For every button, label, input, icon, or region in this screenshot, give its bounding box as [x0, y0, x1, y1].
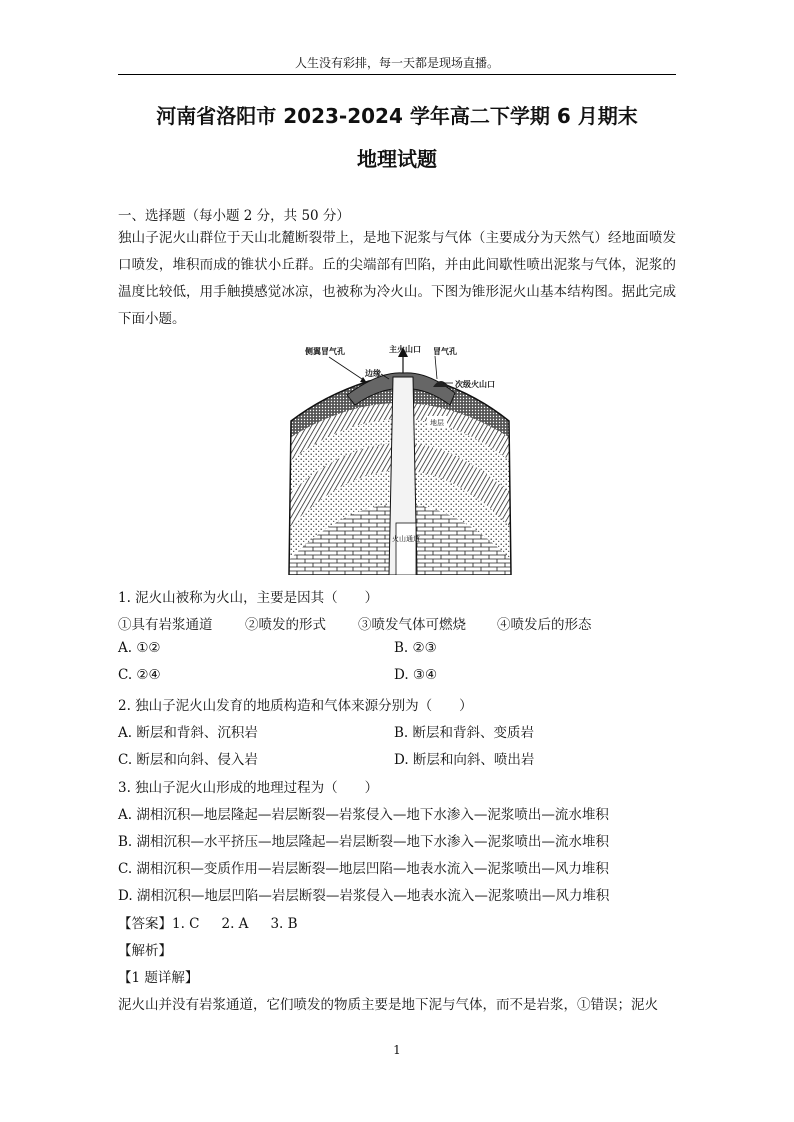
question-1-option-b[interactable]: B. ②③ [394, 640, 437, 656]
question-3-option-a[interactable]: A. 湖相沉积—地层隆起—岩层断裂—岩浆侵入—地下水渗入—泥浆喷出—流水堆积 [118, 807, 609, 823]
analysis-text: 泥火山并没有岩浆通道，它们喷发的物质主要是地下泥与气体，而不是岩浆，①错误；泥火 [118, 997, 658, 1013]
question-2-option-b[interactable]: B. 断层和背斜、变质岩 [394, 725, 535, 741]
label-main-crater: 主火山口 [389, 344, 421, 354]
question-1-statement-3: ③喷发气体可燃烧 [358, 617, 466, 633]
mud-volcano-structure-diagram [285, 343, 515, 575]
question-3-option-c[interactable]: C. 湖相沉积—变质作用—岩层断裂—地层凹陷—地表水流入—泥浆喷出—风力堆积 [118, 861, 609, 877]
answer-label: 【答案】 [118, 916, 172, 932]
page-number: 1 [393, 1043, 401, 1057]
question-3-option-d[interactable]: D. 湖相沉积—地层凹陷—岩层断裂—岩浆侵入—地表水流入—泥浆喷出—风力堆积 [118, 888, 610, 904]
question-1-stem: 1. 泥火山被称为火山，主要是因其（ ） [118, 590, 379, 606]
question-3-stem: 3. 独山子泥火山形成的地理过程为（ ） [118, 780, 379, 796]
analysis-label: 【解析】 [118, 943, 172, 959]
question-3-option-b[interactable]: B. 湖相沉积—水平挤压—地层隆起—岩层断裂—地下水渗入—泥浆喷出—流水堆积 [118, 834, 610, 850]
question-1-statement-2: ②喷发的形式 [245, 617, 326, 633]
document-title-line2: 地理试题 [357, 147, 437, 171]
answer-item: 3. B [270, 916, 298, 932]
header-rule [118, 74, 676, 75]
question-2-option-d[interactable]: D. 断层和向斜、喷出岩 [394, 752, 535, 768]
question-2-option-a[interactable]: A. 断层和背斜、沉积岩 [118, 725, 258, 741]
section-heading: 一、选择题（每小题 2 分，共 50 分） [118, 208, 350, 224]
label-layer: 地层 [430, 419, 444, 427]
label-vent: 冒气孔 [433, 346, 457, 356]
answer-line [118, 912, 320, 932]
label-secondary-crater: 次级火山口 [455, 379, 495, 389]
answer-item: 1. C [172, 916, 200, 932]
question-1-statement-1: ①具有岩浆通道 [118, 617, 213, 633]
question-1-option-a[interactable]: A. ①② [118, 640, 161, 656]
question-1-option-d[interactable]: D. ③④ [394, 667, 438, 683]
label-channel: 火山通道 [392, 535, 420, 543]
question-2-stem: 2. 独山子泥火山发育的地质构造和气体来源分别为（ ） [118, 698, 473, 714]
document-title-line1: 河南省洛阳市 2023-2024 学年高二下学期 6 月期末 [156, 104, 638, 128]
label-rim: 边缘 [365, 368, 381, 378]
analysis-detail-label: 【1 题详解】 [118, 970, 199, 986]
question-1-statement-4: ④喷发后的形态 [497, 617, 592, 633]
question-2-option-c[interactable]: C. 断层和向斜、侵入岩 [118, 752, 258, 768]
question-1-option-c[interactable]: C. ②④ [118, 667, 161, 683]
header-motto: 人生没有彩排，每一天都是现场直播。 [294, 56, 499, 70]
answer-item: 2. A [221, 916, 249, 932]
intro-paragraph: 独山子泥火山群位于天山北麓断裂带上，是地下泥浆与气体（主要成分为天然气）经地面喷发口喷发，堆积而成的锥状小丘群。丘的尖端部有凹陷，并由此间歇性喷出泥浆与气体，泥浆的温度比较低，用手触摸感觉冰凉，也被称为冷火山。下图为锥形泥火山基本结构图。据此完成下面小题。 [118, 230, 676, 327]
label-side-vent: 侧翼冒气孔 [305, 346, 345, 356]
